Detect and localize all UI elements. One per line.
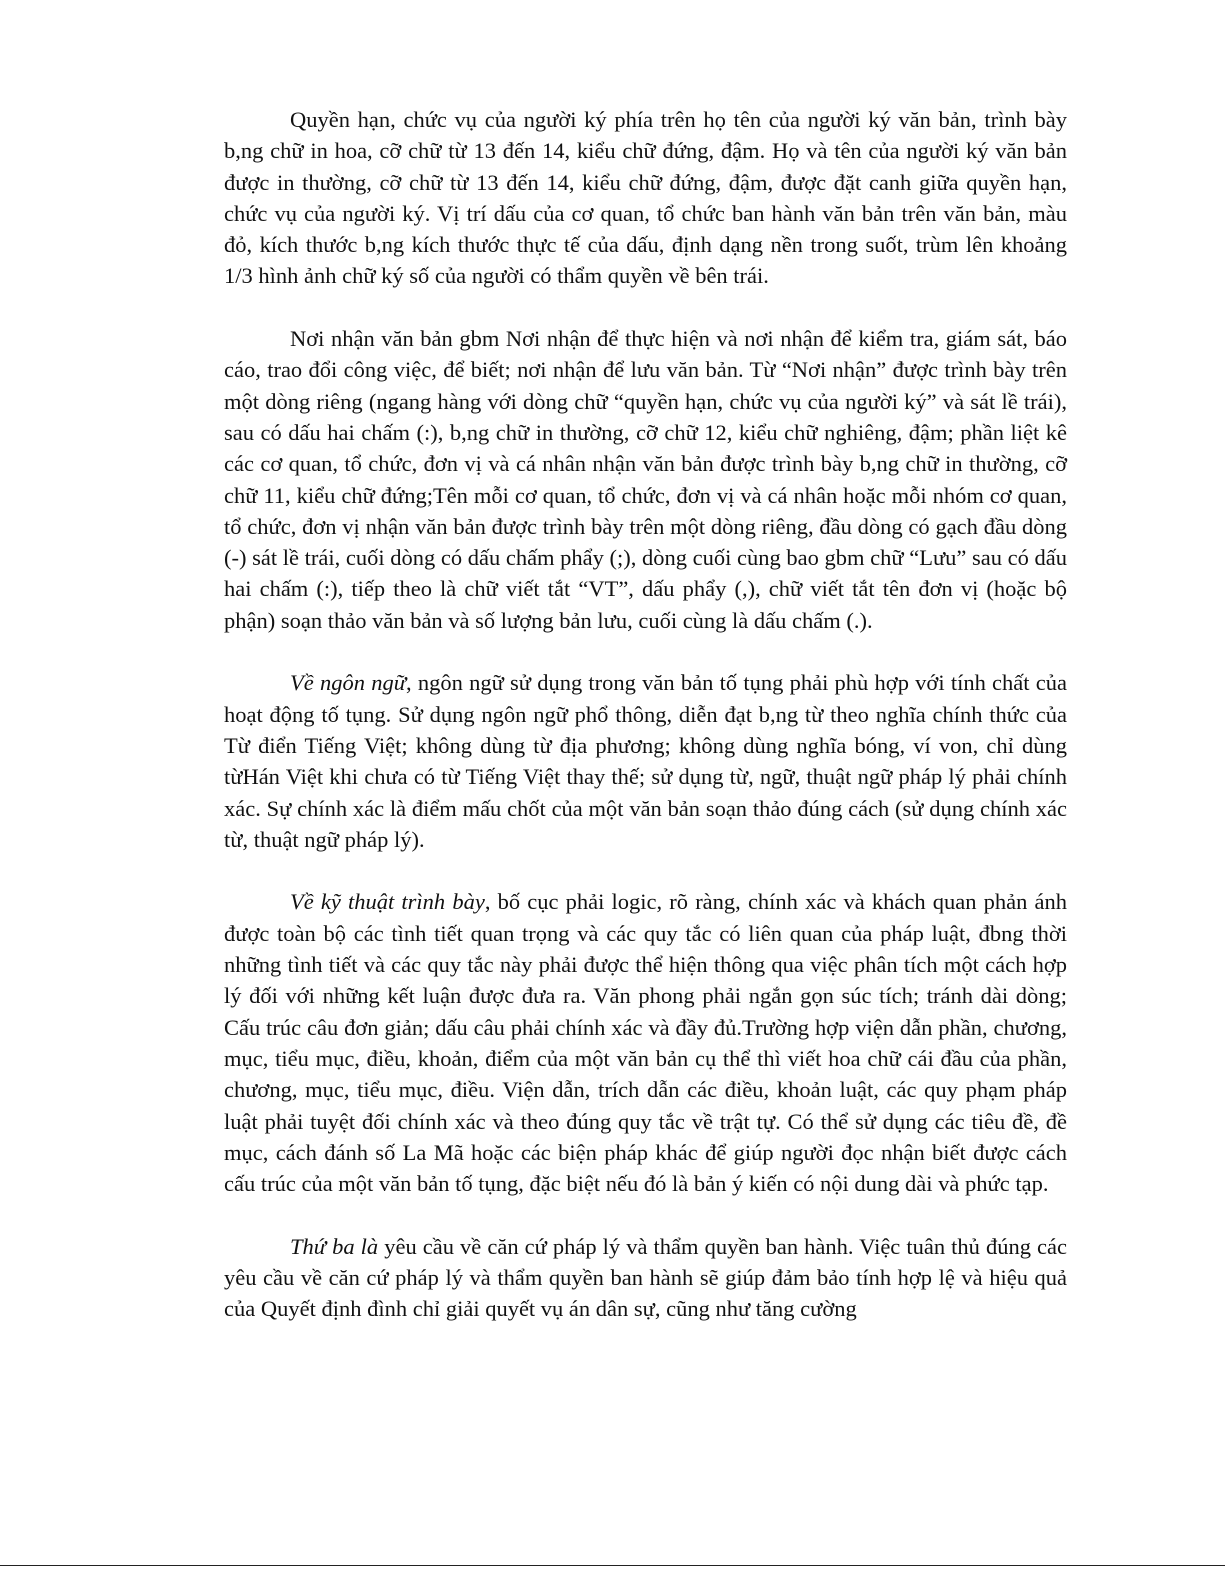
paragraph-lead-italic: Về kỹ thuật trình bày	[290, 889, 485, 915]
paragraph-legal-basis	[224, 1231, 1067, 1325]
paragraph-text: Nơi nhận văn bản gbm Nơi nhận để thực hiện và nơi nhận để kiểm tra, giám sát, báo cáo, trao đổi công việc, để biết; nơi nhận để lưu văn bản. Từ “Nơi nhận” được trình bày trên một dòng riêng (ngang hàng với dòng chữ “quyền hạn, chức vụ của người ký” và sát lề trái), sau có dấu hai chấm (:), b,ng chữ in thường, cỡ chữ 12, kiểu chữ nghiêng, đậm; phần liệt kê các cơ quan, tổ chức, đơn vị và cá nhân nhận văn bản được trình bày b,ng chữ in thường, cỡ chữ 11, kiểu chữ đứng;Tên mỗi cơ quan, tổ chức, đơn vị và cá nhân hoặc mỗi nhóm cơ quan, tổ chức, đơn vị nhận văn bản được trình bày trên một dòng riêng, đầu dòng có gạch đầu dòng (-) sát lề trái, cuối dòng có dấu chấm phẩy (;), dòng cuối cùng bao gbm chữ “Lưu” sau có dấu hai chấm (:), tiếp theo là chữ viết tắt “VT”, dấu phẩy (,), chữ viết tắt tên đơn vị (hoặc bộ phận) soạn thảo văn bản và số lượng bản lưu, cuối cùng là dấu chấm (.).	[224, 326, 1067, 633]
paragraph-presentation-technique	[224, 886, 1067, 1199]
paragraph-lead-italic: Về ngôn ngữ	[290, 670, 406, 696]
page-bottom-divider	[0, 1565, 1225, 1566]
paragraph-text: Quyền hạn, chức vụ của người ký phía trên họ tên của người ký văn bản, trình bày b,ng chữ in hoa, cỡ chữ từ 13 đến 14, kiểu chữ đứng, đậm. Họ và tên của người ký văn bản được in thường, cỡ chữ từ 13 đến 14, kiểu chữ đứng, đậm, được đặt canh giữa quyền hạn, chức vụ của người ký. Vị trí dấu của cơ quan, tổ chức ban hành văn bản trên văn bản, màu đỏ, kích thước b,ng kích thước thực tế của dấu, định dạng nền trong suốt, trùm lên khoảng 1/3 hình ảnh chữ ký số của người có thẩm quyền về bên trái.	[224, 107, 1067, 289]
document-page	[224, 104, 1067, 1325]
paragraph-text: yêu cầu về căn cứ pháp lý và thẩm quyền ban hành. Việc tuân thủ đúng các yêu cầu về căn cứ pháp lý và thẩm quyền ban hành sẽ giúp đảm bảo tính hợp lệ và hiệu quả của Quyết định đình chỉ giải quyết vụ án dân sự, cũng như tăng cường	[224, 1233, 1067, 1322]
paragraph-text: , ngôn ngữ sử dụng trong văn bản tố tụng phải phù hợp với tính chất của hoạt động tố tụng. Sử dụng ngôn ngữ phổ thông, diễn đạt b,ng từ theo nghĩa chính thức của Từ điển Tiếng Việt; không dùng từ địa phương; không dùng nghĩa bóng, ví von, chỉ dùng từHán Việt khi chưa có từ Tiếng Việt thay thế; sử dụng từ, ngữ, thuật ngữ pháp lý phải chính xác. Sự chính xác là điểm mấu chốt của một văn bản soạn thảo đúng cách (sử dụng chính xác từ, thuật ngữ pháp lý).	[224, 670, 1067, 852]
paragraph-recipients	[224, 323, 1067, 636]
paragraph-text: , bố cục phải logic, rõ ràng, chính xác và khách quan phản ánh được toàn bộ các tình tiết quan trọng và các quy tắc có liên quan của pháp luật, đbng thời những tình tiết và các quy tắc này phải được thể hiện thông qua việc phân tích một cách hợp lý đối với những kết luận được đưa ra. Văn phong phải ngắn gọn súc tích; tránh dài dòng; Cấu trúc câu đơn giản; dấu câu phải chính xác và đầy đủ.Trường hợp viện dẫn phần, chương, mục, tiểu mục, điều, khoản, điểm của một văn bản cụ thể thì viết hoa chữ cái đầu của phần, chương, mục, tiểu mục, điều. Viện dẫn, trích dẫn các điều, khoản luật, các quy phạm pháp luật phải tuyệt đối chính xác và theo đúng quy tắc về trật tự. Có thể sử dụng các tiêu đề, đề mục, cách đánh số La Mã hoặc các biện pháp khác để giúp người đọc nhận biết được cách cấu trúc của một văn bản tố tụng, đặc biệt nếu đó là bản ý kiến có nội dung dài và phức tạp.	[224, 889, 1068, 1197]
paragraph-lead-italic: Thứ ba là	[290, 1233, 379, 1259]
paragraph-language	[224, 667, 1067, 855]
paragraph-signer-position	[224, 104, 1067, 292]
